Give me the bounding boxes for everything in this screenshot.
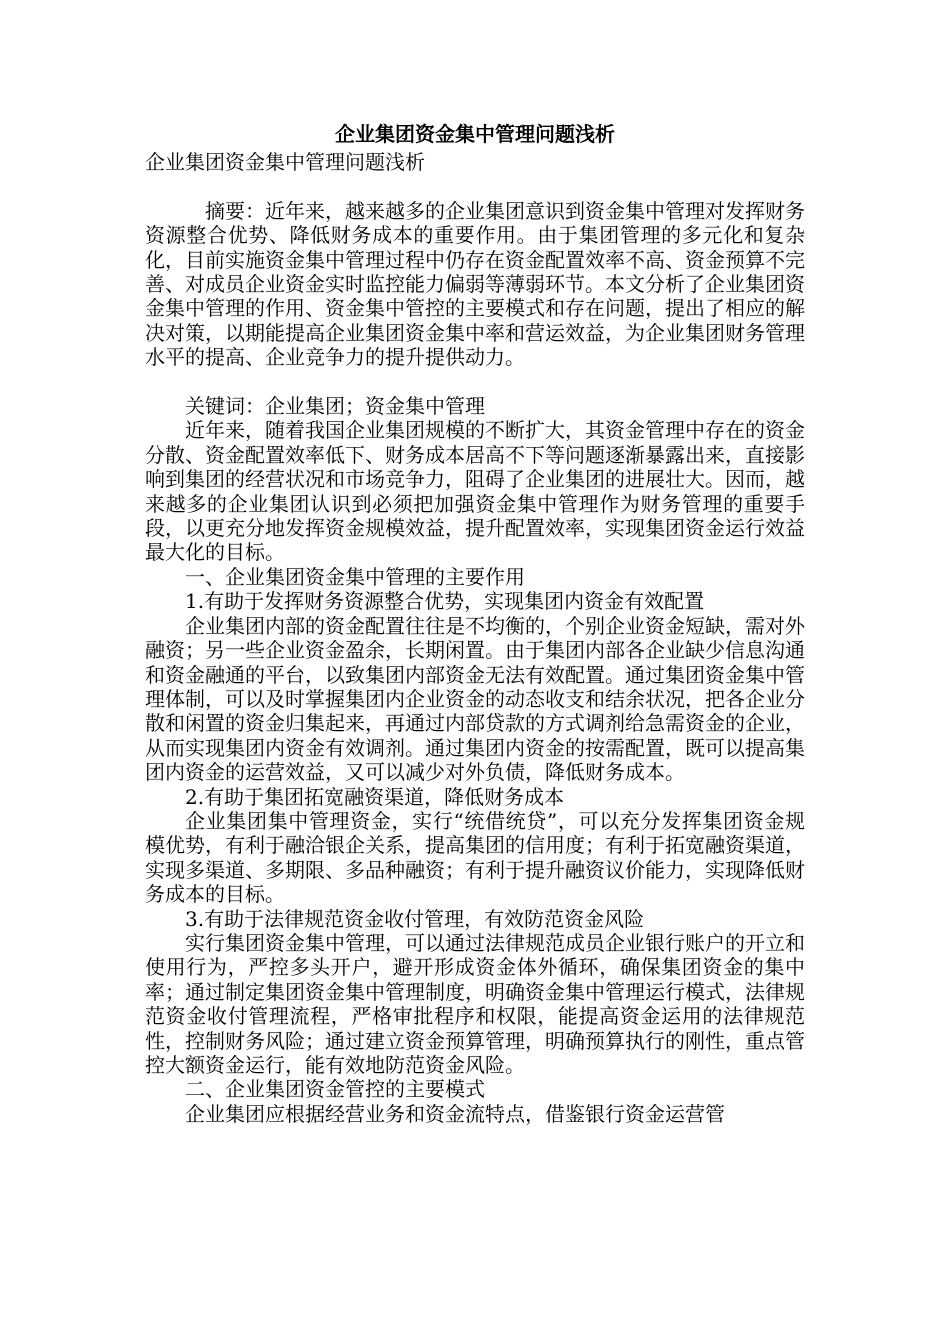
body-paragraph: 实行集团资金集中管理，可以通过法律规范成员企业银行账户的开立和使用行为，严控多头开户，避开形成资金体外循环，确保集团资金的集中率；通过制定集团资金集中管理制度，明确资金集中管理运行模式，法律规范资金收付管理流程，严格审批程序和权限，能提高资金运用的法律规范性，控制财务风险；通过建立资金预算管理，明确预算执行的刚性，重点管控大额资金运行，能有效地防范资金风险。	[145, 930, 805, 1077]
document-title: 企业集团资金集中管理问题浅析	[335, 122, 615, 146]
body-paragraph: 企业集团应根据经营业务和资金流特点，借鉴银行资金运营管	[185, 1101, 725, 1126]
body-paragraph: 近年来，随着我国企业集团规模的不断扩大，其资金管理中存在的资金分散、资金配置效率低下、财务成本居高不下等问题逐渐暴露出来，直接影响到集团的经营状况和市场竞争力，阻碍了企业集团的进展壮大。因而，越来越多的企业集团认识到必须把加强资金集中管理作为财务管理的重要手段，以更充分地发挥资金规模效益，提升配置效率，实现集团资金运行效益最大化的目标。	[145, 418, 805, 565]
document-body	[145, 150, 805, 1126]
body-paragraph: 企业集团集中管理资金，实行“统借统贷”，可以充分发挥集团资金规模优势，有利于融洽银企关系，提高集团的信用度；有利于拓宽融资渠道，实现多渠道、多期限、多品种融资；有利于提升融资议价能力，实现降低财务成本的目标。	[145, 808, 805, 907]
subsection-heading: 1.有助于发挥财务资源整合优势，实现集团内资金有效配置	[185, 589, 705, 614]
subsection-heading: 3.有助于法律规范资金收付管理，有效防范资金风险	[185, 906, 645, 931]
section-heading: 二、企业集团资金管控的主要模式	[185, 1077, 485, 1102]
body-paragraph: 企业集团内部的资金配置往往是不均衡的，个别企业资金短缺，需对外融资；另一些企业资金盈余，长期闲置。由于集团内部各企业缺少信息沟通和资金融通的平台，以致集团内部资金无法有效配置。通过集团资金集中管理体制，可以及时掌握集团内企业资金的动态收支和结余状况，把各企业分散和闲置的资金归集起来，再通过内部贷款的方式调剂给急需资金的企业，从而实现集团内资金有效调剂。通过集团内资金的按需配置，既可以提高集团内资金的运营效益，又可以减少对外负债，降低财务成本。	[145, 613, 805, 785]
subsection-heading: 2.有助于集团拓宽融资渠道，降低财务成本	[185, 784, 565, 809]
keywords-line: 关键词：企业集团；资金集中管理	[185, 394, 485, 419]
blank-line	[145, 174, 805, 198]
abstract-paragraph: 摘要：近年来，越来越多的企业集团意识到资金集中管理对发挥财务资源整合优势、降低财务成本的重要作用。由于集团管理的多元化和复杂化，目前实施资金集中管理过程中仍存在资金配置效率不高、资金预算不完善、对成员企业资金实时监控能力偏弱等薄弱环节。本文分析了企业集团资金集中管理的作用、资金集中管控的主要模式和存在问题，提出了相应的解决对策，以期能提高企业集团资金集中率和营运效益，为企业集团财务管理水平的提高、企业竞争力的提升提供动力。	[145, 198, 805, 370]
blank-line	[145, 370, 805, 394]
section-heading: 一、企业集团资金集中管理的主要作用	[185, 564, 525, 589]
document-subtitle: 企业集团资金集中管理问题浅析	[145, 150, 425, 174]
